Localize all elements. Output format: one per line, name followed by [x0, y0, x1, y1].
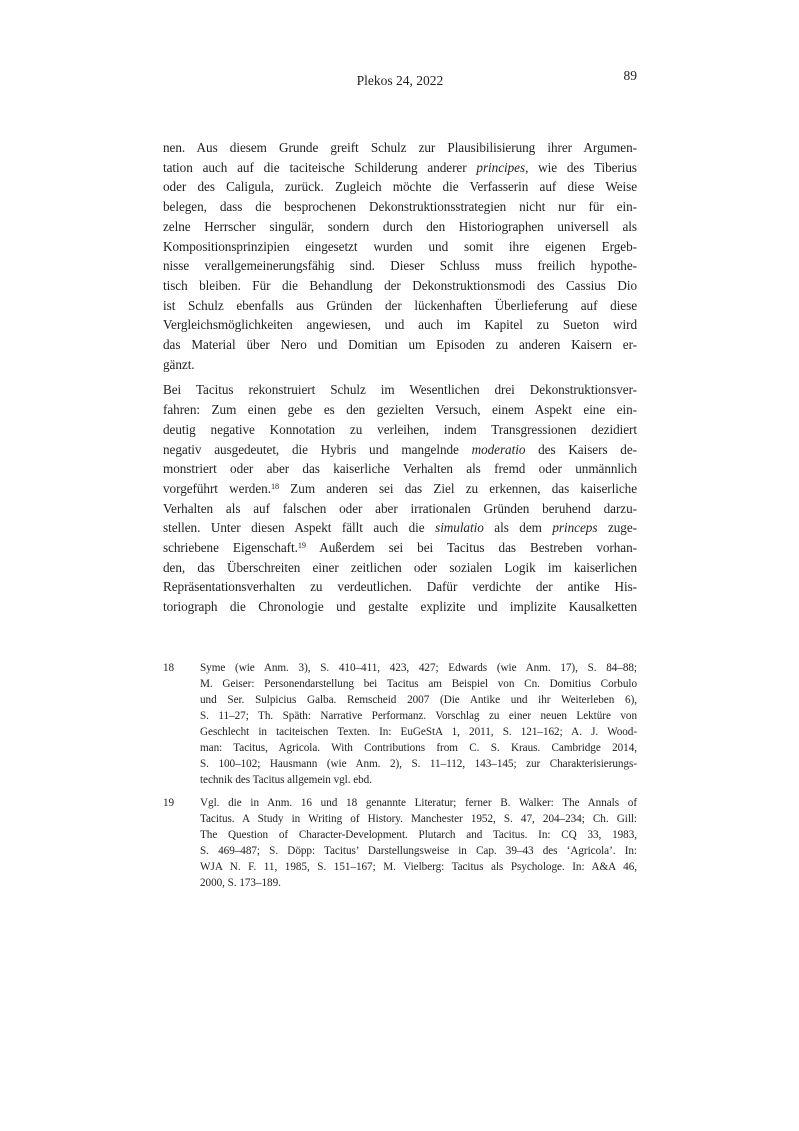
- text-run: Vgl. die in Anm. 16 und 18 genannte Literatur; ferner B. Walker: The Annals of: [200, 797, 637, 809]
- paragraph-2: [163, 380, 637, 616]
- paragraph-1: [163, 138, 637, 374]
- text-run: den, das Überschreiten einer zeitlichen oder sozialen Logik im kaiserlichen: [163, 559, 637, 575]
- text-line: [163, 400, 637, 420]
- text-run: belegen, dass die besprochenen Dekonstruktionsstrategien nicht nur für ein-: [163, 199, 637, 215]
- text-run: negativ ausgedeutet, die Hybris und mangelnde: [163, 441, 472, 457]
- text-run: The Question of Character-Development. Plutarch and Tacitus. In: CQ 33, 1983,: [200, 829, 637, 841]
- text-line: [163, 335, 637, 355]
- text-run: gänzt.: [163, 356, 195, 372]
- text-run: oder des Caligula, zurück. Zugleich möchte die Verfasserin auf diese Weise: [163, 179, 637, 195]
- text-line: [200, 692, 637, 708]
- italic-term: princeps: [552, 520, 598, 536]
- text-line: [200, 843, 637, 859]
- page-number: 89: [623, 68, 637, 83]
- text-run: monstriert oder aber das kaiserliche Verhalten als fremd oder unmännlich: [163, 461, 637, 477]
- text-line: [163, 158, 637, 178]
- text-run: technik des Tacitus allgemein vgl. ebd.: [200, 774, 372, 786]
- text-run: Verhalten als auf falschen oder aber irrationalen Gründen beruhend darzu-: [163, 500, 637, 516]
- text-run: S. 100–102; Hausmann (wie Anm. 2), S. 11–112, 143–145; zur Charakterisierungs-: [200, 758, 637, 770]
- text-line: [163, 538, 637, 558]
- text-run: toriograph die Chronologie und gestalte explizite und implizite Kausalketten: [163, 599, 637, 615]
- italic-term: moderatio: [471, 441, 526, 457]
- italic-term: principes: [476, 159, 526, 175]
- text-run: schriebene Eigenschaft.: [163, 540, 298, 556]
- text-line: [163, 499, 637, 519]
- text-line: [200, 708, 637, 724]
- text-run: Zum anderen sei das Ziel zu erkennen, das kaiserliche: [279, 480, 637, 496]
- text-line: [163, 296, 637, 316]
- text-line: [163, 597, 637, 617]
- body-text: [163, 138, 637, 617]
- text-line: [200, 740, 637, 756]
- text-run: Bei Tacitus rekonstruiert Schulz im Wesentlichen drei Dekonstruktionsver-: [163, 382, 637, 398]
- text-run: und Ser. Sulpicius Galba. Remscheid 2007 (Die Antike und ihr Weiterleben 6),: [200, 694, 637, 706]
- text-run: Kompositionsprinzipien eingesetzt wurden und somit ihre eigenen Ergeb-: [163, 238, 637, 254]
- text-line: [200, 676, 637, 692]
- text-run: WJA N. F. 11, 1985, S. 151–167; M. Vielberg: Tacitus als Psychologe. In: A&A 46,: [200, 861, 637, 873]
- text-run: als dem: [483, 520, 553, 536]
- journal-title: Plekos 24, 2022: [356, 73, 444, 88]
- italic-term: simulatio: [435, 520, 484, 536]
- text-run: nen. Aus diesem Grunde greift Schulz zur Plausibilisierung ihrer Argumen-: [163, 140, 637, 155]
- footnote-ref: 19: [297, 540, 306, 550]
- text-line: [163, 197, 637, 217]
- text-run: Vergleichsmöglichkeiten angewiesen, und auch im Kapitel zu Sueton wird: [163, 317, 637, 333]
- text-line: [163, 217, 637, 237]
- text-run: Syme (wie Anm. 3), S. 410–411, 423, 427; Edwards (wie Anm. 17), S. 84–88;: [200, 662, 637, 674]
- text-line: [163, 440, 637, 460]
- text-line: [163, 315, 637, 335]
- footnote-number: 19: [163, 797, 175, 809]
- text-run: ist Schulz ebenfalls aus Gründen der lückenhaften Überlieferung auf diese: [163, 297, 637, 313]
- footnote-ref: 18: [270, 481, 280, 491]
- footnotes-section: [163, 660, 637, 891]
- text-line: [200, 811, 637, 827]
- text-line: [163, 479, 637, 499]
- text-run: des Kaisers de-: [525, 441, 637, 457]
- text-run: S. 469–487; S. Döpp: Tacitus’ Darstellungsweise in Cap. 39–43 des ‘Agricola’. In:: [200, 845, 637, 857]
- text-run: fahren: Zum einen gebe es den gezielten Versuch, einem Aspekt eine ein-: [163, 402, 637, 418]
- text-line: [200, 756, 637, 772]
- text-run: Außerdem sei bei Tacitus das Bestreben vorhan-: [305, 540, 637, 556]
- text-run: Repräsentationsverhalten zu verdeutlichen. Dafür verdichte der antike His-: [163, 579, 637, 595]
- text-line: [200, 859, 637, 875]
- text-line: [163, 138, 637, 158]
- footnote-number: 18: [163, 662, 175, 674]
- text-line: [163, 380, 637, 400]
- text-line: [163, 420, 637, 440]
- text-line: [163, 276, 637, 296]
- footnote-text: [200, 660, 637, 788]
- text-run: Tacitus. A Study in Writing of History. Manchester 1952, S. 47, 204–234; Ch. Gill:: [200, 813, 637, 825]
- text-line: [163, 558, 637, 578]
- text-line: [163, 237, 637, 257]
- text-run: zuge-: [597, 520, 637, 536]
- text-line: [163, 518, 637, 538]
- text-line: [163, 256, 637, 276]
- text-run: Geschlecht in taciteischen Texten. In: EuGeStA 1, 2011, S. 121–162; A. J. Wood-: [200, 726, 637, 738]
- text-run: tation auch auf die taciteische Schilderung anderer: [163, 159, 477, 175]
- text-run: tisch bleiben. Für die Behandlung der Dekonstruktionsmodi des Cassius Dio: [163, 277, 637, 293]
- text-line: [163, 459, 637, 479]
- text-run: deutig negative Konnotation zu verleihen, indem Transgressionen dezidiert: [163, 421, 637, 437]
- text-line: [200, 827, 637, 843]
- text-run: zelne Herrscher singulär, sondern durch den Historiographen universell als: [163, 218, 637, 234]
- text-line: [200, 795, 637, 811]
- text-line: [200, 772, 637, 788]
- footnote-18: [163, 660, 637, 788]
- text-line: [163, 355, 637, 375]
- page-header: [163, 68, 637, 89]
- text-run: vorgeführt werden.: [163, 480, 271, 496]
- text-run: 2000, S. 173–189.: [200, 877, 281, 889]
- text-line: [200, 660, 637, 676]
- text-run: nisse verallgemeinerungsfähig sind. Dieser Schluss muss freilich hypothe-: [163, 258, 637, 274]
- text-run: das Material über Nero und Domitian um Episoden zu anderen Kaisern er-: [163, 337, 637, 353]
- text-run: S. 11–27; Th. Späth: Narrative Performanz. Vorschlag zu einer neuen Lektüre von: [200, 710, 637, 722]
- text-line: [200, 724, 637, 740]
- text-run: stellen. Unter diesen Aspekt fällt auch die: [163, 520, 436, 536]
- text-line: [200, 875, 637, 891]
- text-line: [163, 577, 637, 597]
- text-run: , wie des Tiberius: [525, 159, 637, 175]
- text-line: [163, 177, 637, 197]
- text-run: M. Geiser: Personendarstellung bei Tacitus am Beispiel von Cn. Domitius Corbulo: [200, 678, 637, 690]
- footnote-19: [163, 795, 637, 891]
- footnote-text: [200, 795, 637, 891]
- text-run: man: Tacitus, Agricola. With Contributions from C. S. Kraus. Cambridge 2014,: [200, 742, 637, 754]
